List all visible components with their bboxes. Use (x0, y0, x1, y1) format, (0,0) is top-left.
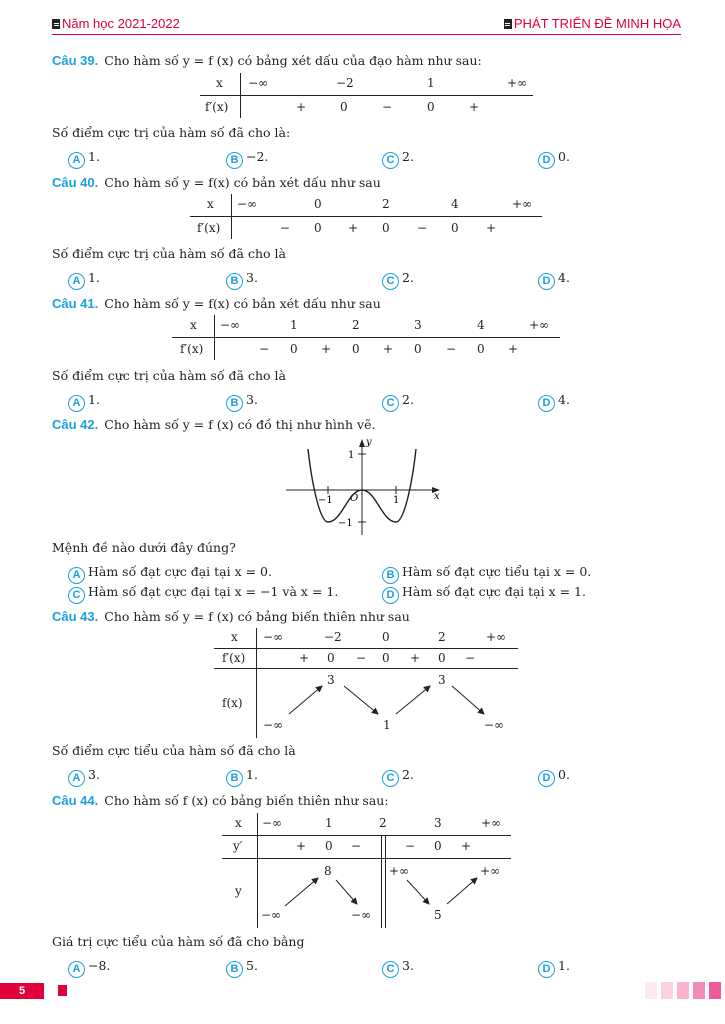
table-label: x (190, 318, 197, 332)
table-label: f′(x) (197, 221, 221, 235)
arrow-up (285, 878, 318, 906)
origin-label: O (350, 493, 359, 504)
question-prompt: Số điểm cực tiểu của hàm số đã cho là (52, 743, 296, 758)
question-prompt: Số điểm cực trị của hàm số đã cho là (52, 246, 286, 261)
table-cell: 0 (427, 100, 435, 114)
table-cell: − (382, 100, 393, 114)
option-b[interactable] (226, 767, 258, 787)
table-cell: 0 (325, 839, 333, 853)
header-left-text: Năm học 2021-2022 (62, 16, 180, 31)
table-cell: −∞ (220, 318, 241, 332)
table-cell: + (508, 342, 519, 356)
table-cell: 3 (438, 673, 446, 687)
table-cell: 0 (477, 342, 485, 356)
option-key: B (226, 273, 243, 290)
option-text: 2. (402, 767, 414, 782)
y-axis-arrow (359, 439, 365, 447)
option-text: 0. (558, 767, 570, 782)
table-cell: 0 (352, 342, 360, 356)
question-prompt: Mệnh đề nào dưới đây đúng? (52, 540, 236, 555)
option-a[interactable] (68, 270, 100, 290)
table-cell: + (348, 221, 359, 235)
table-cell: −∞ (237, 197, 258, 211)
option-text: 1. (88, 149, 100, 164)
option-text: 1. (88, 392, 100, 407)
table-cell: − (259, 342, 270, 356)
option-c[interactable] (382, 149, 414, 169)
option-key: D (538, 152, 555, 169)
option-key: A (68, 961, 85, 978)
table-cell: +∞ (529, 318, 550, 332)
question-43 (52, 609, 410, 624)
question-42 (52, 417, 375, 432)
question-text: Cho hàm số y = f(x) có bản xét dấu như sau (104, 296, 381, 311)
table-cell: +∞ (481, 816, 502, 830)
header-right (504, 16, 681, 31)
table-cell: −∞ (248, 76, 269, 90)
table-cell: + (461, 839, 472, 853)
option-key: B (226, 152, 243, 169)
table-label: f′(x) (222, 651, 246, 665)
option-text: 1. (88, 270, 100, 285)
table-cell: + (469, 100, 480, 114)
option-a[interactable] (68, 958, 110, 978)
option-d[interactable] (538, 149, 570, 169)
option-key: B (226, 395, 243, 412)
option-key: D (538, 273, 555, 290)
option-key: C (68, 587, 85, 604)
option-key: A (68, 152, 85, 169)
table-label: f′(x) (205, 100, 229, 114)
table-label: y (235, 884, 242, 898)
option-key: A (68, 770, 85, 787)
option-a[interactable] (68, 149, 100, 169)
option-text: 3. (88, 767, 100, 782)
document-icon (52, 19, 60, 29)
table-cell: 0 (382, 630, 390, 644)
table-cell: + (296, 839, 307, 853)
x-axis-label: x (434, 491, 440, 502)
table-cell: − (351, 839, 362, 853)
header-left (52, 16, 180, 31)
table-cell: − (405, 839, 416, 853)
option-c[interactable] (382, 767, 414, 787)
table-cell: −2 (324, 630, 342, 644)
table-label: x (207, 197, 214, 211)
option-key: A (68, 567, 85, 584)
option-c[interactable] (382, 392, 414, 412)
option-key: B (226, 770, 243, 787)
table-cell: 0 (382, 221, 390, 235)
table-cell: + (486, 221, 497, 235)
x-tick-label: 1 (393, 495, 400, 506)
table-cell: 2 (352, 318, 360, 332)
table-cell: − (280, 221, 291, 235)
question-39 (52, 53, 482, 68)
option-key: C (382, 152, 399, 169)
variation-arrows (257, 858, 511, 928)
option-key: C (382, 770, 399, 787)
document-icon (58, 985, 67, 996)
question-prompt: Số điểm cực trị của hàm số đã cho là (52, 368, 286, 383)
option-text: Hàm số đạt cực đại tại x = 1. (402, 584, 586, 599)
table-cell: − (446, 342, 457, 356)
option-key: A (68, 273, 85, 290)
option-text: 1. (246, 767, 258, 782)
option-text: 2. (402, 270, 414, 285)
table-cell: − (465, 651, 476, 665)
option-key: C (382, 273, 399, 290)
table-cell: +∞ (507, 76, 528, 90)
table-cell: + (383, 342, 394, 356)
page-number: 5 (0, 983, 44, 999)
table-cell: +∞ (480, 864, 501, 878)
table-cell: 0 (451, 221, 459, 235)
table-cell: + (321, 342, 332, 356)
question-text: Cho hàm số f (x) có bảng biến thiên như sau: (104, 793, 389, 808)
option-text: 0. (558, 149, 570, 164)
question-prompt: Số điểm cực trị của hàm số đã cho là: (52, 125, 291, 140)
question-prompt: Giá trị cực tiểu của hàm số đã cho bằng (52, 934, 305, 949)
arrow-up (447, 878, 477, 904)
question-text: Cho hàm số y = f (x) có bảng biến thiên như sau (104, 609, 410, 624)
table-cell: −∞ (351, 908, 372, 922)
table-cell: 4 (451, 197, 459, 211)
option-text: 3. (402, 958, 414, 973)
option-text: −2. (246, 149, 269, 164)
option-text: Hàm số đạt cực đại tại x = −1 và x = 1. (88, 584, 339, 599)
option-key: B (226, 961, 243, 978)
table-cell: 0 (327, 651, 335, 665)
question-number: Câu 42. (52, 417, 99, 432)
document-icon (504, 19, 512, 29)
table-cell: 0 (438, 651, 446, 665)
question-41 (52, 296, 381, 311)
question-number: Câu 44. (52, 793, 99, 808)
option-key: C (382, 395, 399, 412)
option-text: Hàm số đạt cực tiểu tại x = 0. (402, 564, 592, 579)
question-number: Câu 41. (52, 296, 99, 311)
table-cell: 3 (414, 318, 422, 332)
table-cell: −∞ (484, 718, 505, 732)
table-cell: +∞ (486, 630, 507, 644)
table-cell: 3 (327, 673, 335, 687)
option-key: C (382, 961, 399, 978)
option-c[interactable] (382, 270, 414, 290)
table-cell: −∞ (263, 630, 284, 644)
table-label: f′(x) (180, 342, 204, 356)
option-c[interactable] (68, 584, 338, 604)
question-text: Cho hàm số y = f(x) có bản xét dấu như sau (104, 175, 381, 190)
table-cell: +∞ (512, 197, 533, 211)
table-cell: 0 (314, 197, 322, 211)
x-tick-label: −1 (318, 495, 333, 506)
table-cell: 4 (477, 318, 485, 332)
table-cell: −∞ (261, 908, 282, 922)
option-d[interactable] (382, 584, 586, 604)
variation-arrows (256, 668, 518, 738)
option-key: D (538, 395, 555, 412)
option-text: 4. (558, 270, 570, 285)
option-key: A (68, 395, 85, 412)
option-key: D (538, 770, 555, 787)
table-cell: 0 (340, 100, 348, 114)
option-b[interactable] (226, 958, 258, 978)
option-text: 5. (246, 958, 258, 973)
option-text: 3. (246, 392, 258, 407)
arrow-up (289, 686, 322, 714)
option-d[interactable] (538, 958, 570, 978)
option-text: 2. (402, 149, 414, 164)
table-label: x (231, 630, 238, 644)
table-cell: 5 (434, 908, 442, 922)
arrow-down (452, 686, 484, 714)
table-cell: − (417, 221, 428, 235)
question-text: Cho hàm số y = f (x) có bảng xét dấu của đạo hàm như sau: (104, 53, 482, 68)
option-a[interactable] (68, 392, 100, 412)
option-a[interactable] (68, 564, 272, 584)
table-cell: 0 (314, 221, 322, 235)
table-cell: −∞ (263, 718, 284, 732)
y-tick-label: 1 (348, 450, 355, 461)
table-cell: + (410, 651, 421, 665)
question-number: Câu 40. (52, 175, 99, 190)
option-key: D (382, 587, 399, 604)
table-cell: +∞ (389, 864, 410, 878)
option-key: D (538, 961, 555, 978)
option-a[interactable] (68, 767, 100, 787)
page-header (52, 14, 681, 35)
question-40 (52, 175, 381, 190)
function-graph (282, 435, 447, 540)
question-number: Câu 43. (52, 609, 99, 624)
table-cell: 2 (379, 816, 387, 830)
table-cell: 0 (382, 651, 390, 665)
option-text: 4. (558, 392, 570, 407)
table-label: y′ (233, 839, 243, 853)
arrow-up (396, 686, 430, 714)
table-cell: 3 (434, 816, 442, 830)
table-cell: 2 (382, 197, 390, 211)
option-text: 1. (558, 958, 570, 973)
option-text: Hàm số đạt cực đại tại x = 0. (88, 564, 272, 579)
table-label: x (216, 76, 223, 90)
table-cell: −∞ (262, 816, 283, 830)
table-label: x (235, 816, 242, 830)
header-right-text: PHÁT TRIỂN ĐỀ MINH HỌA (513, 16, 681, 31)
option-text: 2. (402, 392, 414, 407)
table-cell: 1 (325, 816, 333, 830)
arrow-down (407, 880, 429, 904)
table-cell: 0 (414, 342, 422, 356)
table-cell: + (299, 651, 310, 665)
option-text: −8. (88, 958, 111, 973)
table-cell: 0 (290, 342, 298, 356)
option-d[interactable] (538, 270, 570, 290)
table-cell: 1 (427, 76, 435, 90)
arrow-down (336, 880, 357, 904)
option-d[interactable] (538, 767, 570, 787)
table-cell: 8 (324, 864, 332, 878)
y-tick-label: −1 (338, 518, 353, 529)
option-b[interactable] (226, 392, 258, 412)
option-key: B (382, 567, 399, 584)
table-cell: 1 (290, 318, 298, 332)
y-axis-label: y (366, 437, 372, 448)
option-text: 3. (246, 270, 258, 285)
option-b[interactable] (382, 564, 591, 584)
table-cell: 0 (434, 839, 442, 853)
table-cell: − (356, 651, 367, 665)
option-b[interactable] (226, 270, 258, 290)
table-cell: −2 (336, 76, 354, 90)
option-c[interactable] (382, 958, 414, 978)
question-44 (52, 793, 389, 808)
table-cell: 2 (438, 630, 446, 644)
table-label: f(x) (222, 696, 243, 710)
table-cell: + (296, 100, 307, 114)
option-b[interactable] (226, 149, 268, 169)
arrow-down (344, 686, 378, 714)
table-cell: 1 (383, 718, 391, 732)
option-d[interactable] (538, 392, 570, 412)
question-number: Câu 39. (52, 53, 99, 68)
question-text: Cho hàm số y = f (x) có đồ thị như hình vẽ. (104, 417, 376, 432)
